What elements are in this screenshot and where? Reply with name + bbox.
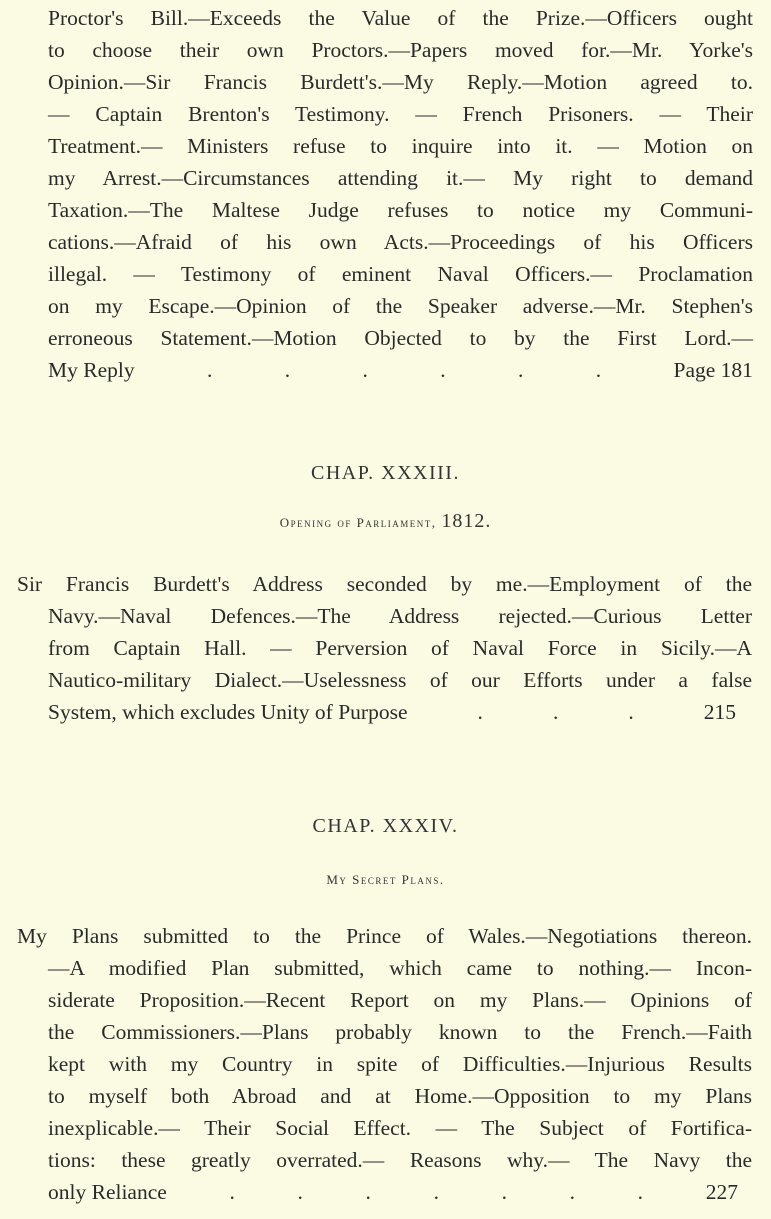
summary-line: tions: these greatly overrated.— Reasons why.— The Navy the	[48, 1148, 752, 1172]
summary-line: kept with my Country in spite of Difficulties.—Injurious Results	[48, 1052, 752, 1076]
summary-line: Navy.—Naval Defences.—The Address rejected.—Curious Letter	[48, 604, 752, 628]
summary-line: Proctor's Bill.—Exceeds the Value of the Prize.—Officers ought	[48, 6, 753, 30]
summary-line: the Commissioners.—Plans probably known to the French.—Faith	[48, 1020, 752, 1044]
leader-dot: .	[362, 358, 368, 382]
summary-line: Opinion.—Sir Francis Burdett's.—My Reply.—Motion agreed to.	[48, 70, 753, 94]
summary-line: Nautico-military Dialect.—Uselessness of our Efforts under a false	[48, 668, 752, 692]
summary-line: Sir Francis Burdett's Address seconded by me.—Employment of the	[17, 572, 752, 596]
leader-dot: .	[284, 358, 291, 382]
leader-dot: .	[637, 1180, 644, 1204]
entry-last-text: System, which excludes Unity of Purpose	[48, 700, 408, 724]
leader-dot: .	[440, 358, 446, 382]
chapter-heading: CHAP. XXXIV.	[312, 815, 459, 837]
summary-line: My Plans submitted to the Prince of Wales.—Negotiations thereon.	[17, 924, 752, 948]
leader-dot: .	[517, 358, 524, 382]
summary-line: to choose their own Proctors.—Papers moved for.—Mr. Yorke's	[48, 38, 753, 62]
leader-dot: .	[206, 358, 213, 382]
page-number: Page 181	[673, 358, 753, 382]
summary-line: from Captain Hall. — Perversion of Naval Force in Sicily.—A	[48, 636, 752, 660]
entry-last-text: only Reliance	[48, 1180, 167, 1204]
summary-line: erroneous Statement.—Motion Objected to by the First Lord.—	[48, 326, 753, 350]
summary-line: inexplicable.— Their Social Effect. — The Subject of Fortifica-	[48, 1116, 752, 1140]
entry-last-text: My Reply	[48, 358, 135, 382]
leader-dot: .	[229, 1180, 235, 1204]
summary-line: my Arrest.—Circumstances attending it.— My right to demand	[48, 166, 753, 190]
leader-dot: .	[433, 1180, 439, 1204]
summary-line: cations.—Afraid of his own Acts.—Proceedings of his Officers	[48, 230, 753, 254]
leader-dot: .	[365, 1180, 371, 1204]
toc-entry-line	[48, 356, 753, 384]
page-number: 215	[703, 700, 736, 724]
page-number: 227	[705, 1180, 738, 1204]
subtitle-text: Opening of Parliament,	[279, 515, 437, 530]
leader-dot: .	[595, 358, 602, 382]
subtitle-year: 1812.	[441, 510, 492, 532]
chapter-subtitle: My Secret Plans.	[326, 872, 445, 887]
summary-line: siderate Proposition.—Recent Report on my Plans.— Opinions of	[48, 988, 752, 1012]
toc-entry-line	[48, 1178, 738, 1206]
leader-dot: .	[552, 700, 559, 724]
summary-line: — Captain Brenton's Testimony. — French Prisoners. — Their	[48, 102, 753, 126]
leader-dot: .	[569, 1180, 575, 1204]
summary-line: —A modified Plan submitted, which came to nothing.— Incon-	[48, 956, 752, 980]
chapter-subtitle	[0, 510, 771, 533]
leader-dot: .	[297, 1180, 303, 1204]
toc-entry-line	[48, 698, 736, 726]
summary-line: Treatment.— Ministers refuse to inquire into it. — Motion on	[48, 134, 753, 158]
summary-line: illegal. — Testimony of eminent Naval Officers.— Proclamation	[48, 262, 753, 286]
summary-line: Taxation.—The Maltese Judge refuses to notice my Communi-	[48, 198, 753, 222]
summary-line: on my Escape.—Opinion of the Speaker adverse.—Mr. Stephen's	[48, 294, 753, 318]
leader-dot: .	[501, 1180, 507, 1204]
leader-dot: .	[628, 700, 634, 724]
chapter-heading: CHAP. XXXIII.	[311, 462, 460, 484]
leader-dot: .	[477, 700, 483, 724]
summary-line: to myself both Abroad and at Home.—Opposition to my Plans	[48, 1084, 752, 1108]
